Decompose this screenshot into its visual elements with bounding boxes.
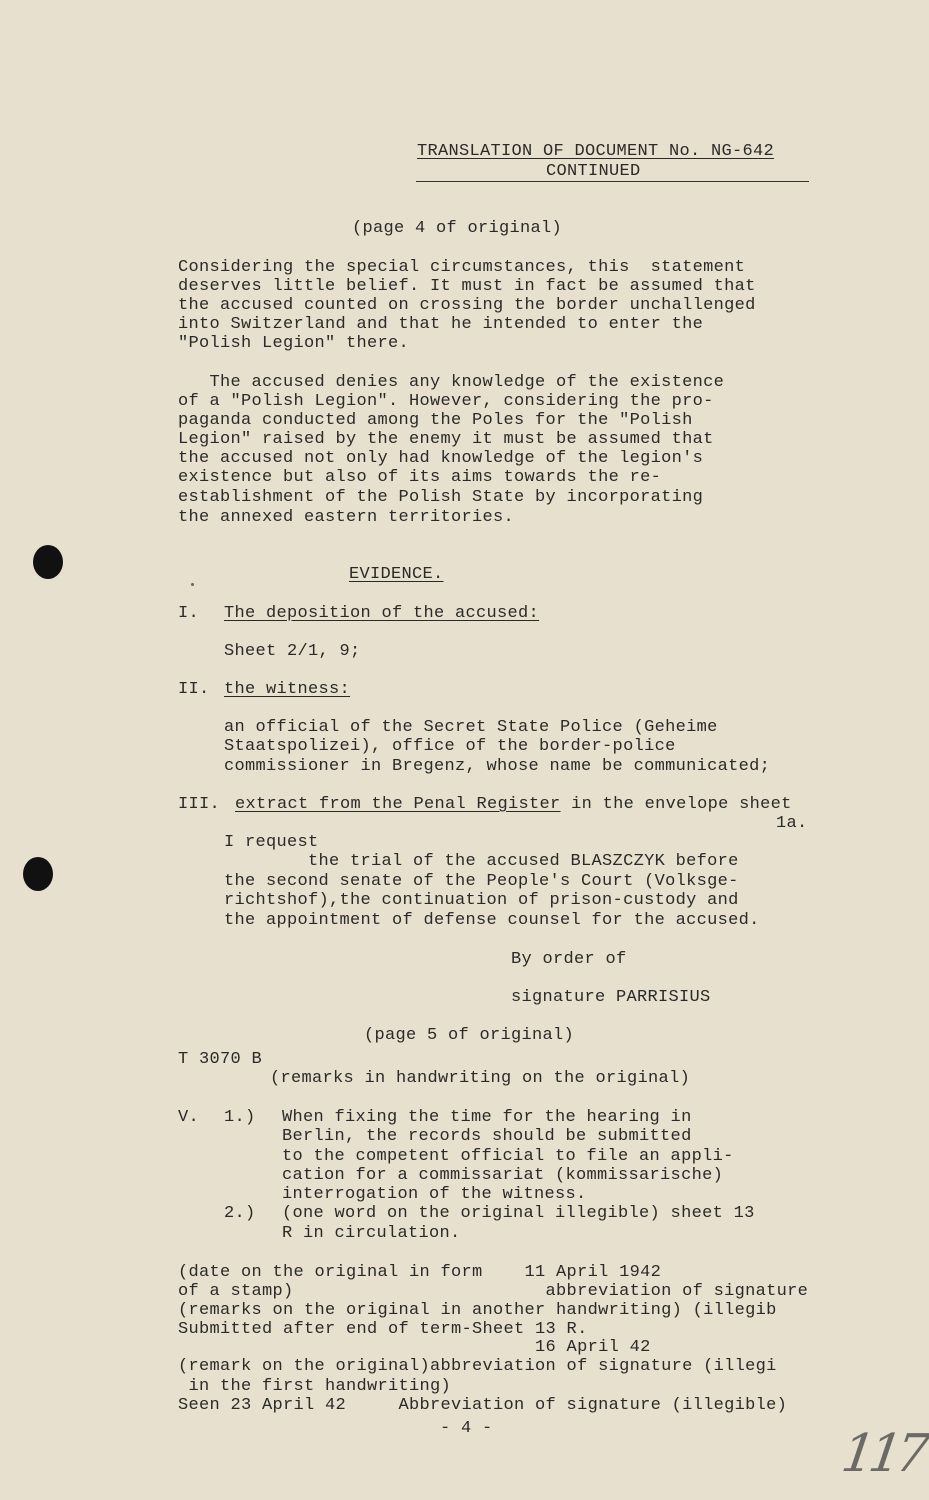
- remarks-heading: (remarks in handwriting on the original): [270, 1069, 691, 1088]
- remarks-line: When fixing the time for the hearing in: [282, 1108, 692, 1127]
- request-line: the second senate of the People's Court (Volksge-: [224, 872, 739, 891]
- remarks-line: Berlin, the records should be submitted: [282, 1127, 692, 1146]
- page-number: - 4 -: [440, 1419, 493, 1438]
- handwritten-page-number: 117: [837, 1424, 928, 1484]
- evidence-item-detail: commissioner in Bregenz, whose name be communicated;: [224, 757, 771, 776]
- evidence-item-detail: Staatspolizei), office of the border-police: [224, 737, 676, 756]
- footer-note: 16 April 42: [178, 1338, 651, 1357]
- document-subtitle: CONTINUED: [546, 162, 641, 181]
- footer-note: (date on the original in form 11 April 1942: [178, 1263, 662, 1282]
- footer-note: Submitted after end of term-Sheet 13 R.: [178, 1320, 588, 1339]
- paragraph-line: Considering the special circumstances, this statement: [178, 258, 746, 277]
- footer-note: (remarks on the original in another handwriting) (illegib: [178, 1301, 777, 1320]
- evidence-item-number: I.: [178, 604, 200, 623]
- paragraph-line: the accused counted on crossing the border unchallenged: [178, 296, 756, 315]
- evidence-item-sheet: 1a.: [776, 814, 808, 833]
- evidence-heading: EVIDENCE.: [349, 565, 444, 584]
- paragraph-line: The accused denies any knowledge of the existence: [178, 373, 725, 392]
- paragraph-line: existence but also of its aims towards the re-: [178, 468, 662, 487]
- request-intro: I request: [224, 833, 319, 852]
- paragraph-line: "Polish Legion" there.: [178, 334, 410, 353]
- evidence-item-number: III.: [178, 795, 221, 814]
- evidence-item-detail: an official of the Secret State Police (Geheime: [224, 718, 718, 737]
- paragraph-line: paganda conducted among the Poles for the "Polish: [178, 411, 693, 430]
- paragraph-line: deserves little belief. It must in fact be assumed that: [178, 277, 756, 296]
- remarks-line: (one word on the original illegible) sheet 13: [282, 1204, 755, 1223]
- remarks-line: interrogation of the witness.: [282, 1185, 587, 1204]
- paragraph-line: the accused not only had knowledge of the legion's: [178, 449, 704, 468]
- by-order-line: By order of: [511, 950, 627, 969]
- remarks-line: R in circulation.: [282, 1224, 461, 1243]
- remarks-line: cation for a commissariat (kommissarische): [282, 1166, 724, 1185]
- punch-hole-top: [33, 545, 63, 579]
- request-line: the trial of the accused BLASZCZYK before: [224, 852, 739, 871]
- evidence-item-title: The deposition of the accused:: [224, 604, 540, 623]
- remarks-item-number: 2.): [224, 1204, 256, 1223]
- evidence-item-number: II.: [178, 680, 210, 699]
- paragraph-line: establishment of the Polish State by incorporating: [178, 488, 704, 507]
- page-reference-5: (page 5 of original): [364, 1026, 575, 1045]
- paragraph-line: Legion" raised by the enemy it must be assumed that: [178, 430, 714, 449]
- evidence-item-title-row: [235, 795, 792, 815]
- evidence-item-rest: in the envelope sheet: [560, 795, 792, 814]
- footer-note: (remark on the original)abbreviation of signature (illegi: [178, 1357, 777, 1376]
- remarks-item-number: 1.): [224, 1108, 256, 1127]
- request-line: richtshof),the continuation of prison-custody and: [224, 891, 739, 910]
- remarks-label: V.: [178, 1108, 200, 1127]
- footer-note: of a stamp) abbreviation of signature: [178, 1282, 809, 1301]
- page-reference-4: (page 4 of original): [352, 219, 563, 238]
- evidence-item-title: extract from the Penal Register: [235, 795, 561, 814]
- signature-line: signature PARRISIUS: [511, 988, 711, 1007]
- request-line: the appointment of defense counsel for the accused.: [224, 911, 760, 930]
- paragraph-line: into Switzerland and that he intended to enter the: [178, 315, 704, 334]
- evidence-item-title: the witness:: [224, 680, 351, 699]
- footer-note: in the first handwriting): [178, 1377, 452, 1396]
- evidence-item-detail: Sheet 2/1, 9;: [224, 642, 361, 661]
- footer-note: Seen 23 April 42 Abbreviation of signature (illegible): [178, 1396, 788, 1415]
- punch-hole-bottom: [23, 857, 53, 891]
- file-reference: T 3070 B: [178, 1050, 263, 1069]
- stray-mark: [191, 583, 194, 586]
- header-rule: [416, 181, 809, 182]
- paragraph-line: of a "Polish Legion". However, considering the pro-: [178, 392, 714, 411]
- paragraph-line: the annexed eastern territories.: [178, 508, 515, 527]
- remarks-line: to the competent official to file an appli-: [282, 1147, 734, 1166]
- document-title: TRANSLATION OF DOCUMENT No. NG-642: [417, 142, 775, 161]
